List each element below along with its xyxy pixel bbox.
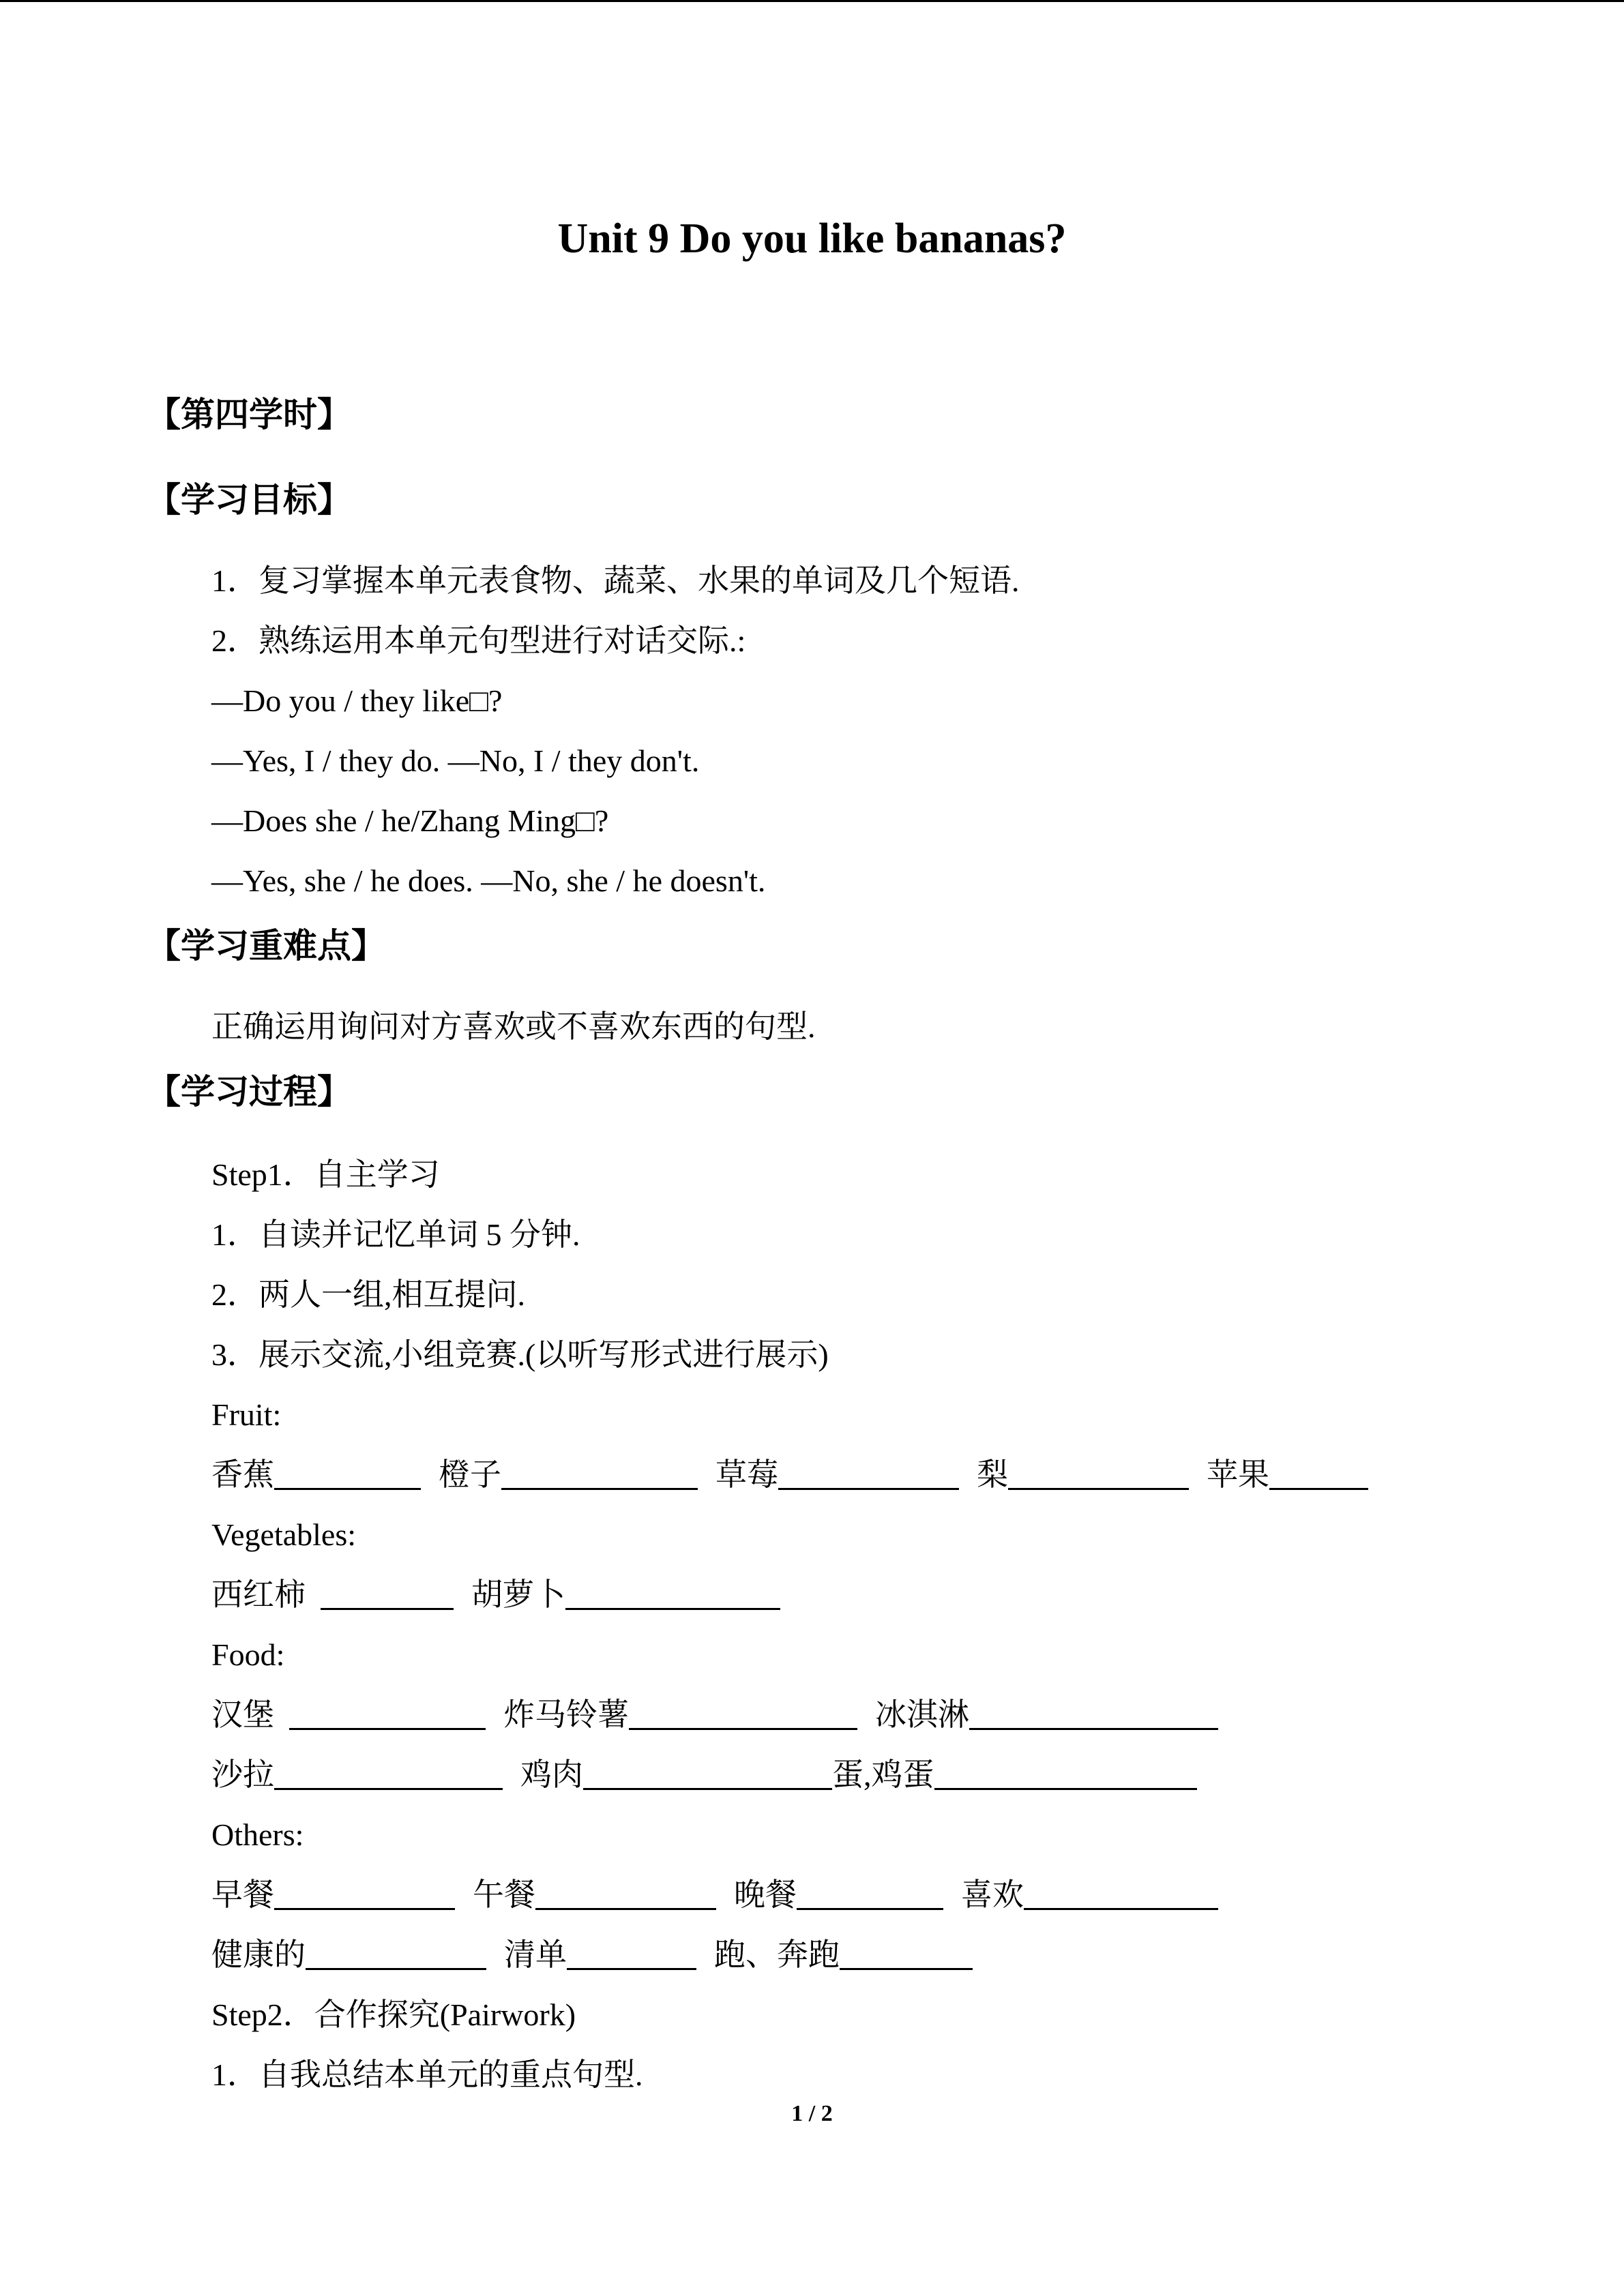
vocab-item: 跑、奔跑 <box>714 1935 973 1976</box>
vocab-item: 梨 <box>977 1455 1189 1495</box>
vocab-item: 香蕉 <box>211 1455 421 1495</box>
answer-blank[interactable] <box>306 1937 486 1970</box>
answer-blank[interactable] <box>565 1577 780 1610</box>
vocab-item: 清单 <box>504 1935 696 1976</box>
vocab-item: 冰淇淋 <box>875 1695 1218 1735</box>
step1-item-3: 3．展示交流,小组竞赛.(以听写形式进行展示) <box>211 1337 829 1372</box>
page-number: 1 / 2 <box>791 2101 833 2126</box>
answer-blank[interactable] <box>797 1877 943 1910</box>
section-goals: 【学习目标】 <box>147 480 351 520</box>
page-title: Unit 9 Do you like bananas? <box>557 215 1067 262</box>
fruit-label: Fruit: <box>211 1397 282 1432</box>
step2-heading: Step2．合作探究(Pairwork) <box>211 1997 576 2032</box>
answer-blank[interactable] <box>274 1877 455 1910</box>
section-key-points: 【学习重难点】 <box>147 926 385 966</box>
step2-item-1: 1．自我总结本单元的重点句型. <box>211 2057 643 2092</box>
answer-blank[interactable] <box>274 1457 421 1490</box>
dialog-line-3: —Does she / he/Zhang Ming□? <box>211 803 609 838</box>
answer-blank[interactable] <box>934 1757 1197 1790</box>
dialog-line-4: —Yes, she / he does. —No, she / he doesn't. <box>211 863 766 898</box>
answer-blank[interactable] <box>1024 1877 1218 1910</box>
vocab-item: 西红柿 <box>211 1575 454 1615</box>
vocab-item: 早餐 <box>211 1875 455 1915</box>
answer-blank[interactable] <box>274 1757 503 1790</box>
answer-blank[interactable] <box>1008 1457 1189 1490</box>
answer-blank[interactable] <box>583 1757 832 1790</box>
vocab-item: 胡萝卜 <box>471 1575 780 1615</box>
vegetables-label: Vegetables: <box>211 1517 357 1552</box>
step1-heading: Step1．自主学习 <box>211 1157 440 1192</box>
answer-blank[interactable] <box>629 1697 857 1730</box>
answer-blank[interactable] <box>289 1697 486 1730</box>
answer-blank[interactable] <box>501 1457 698 1490</box>
answer-blank[interactable] <box>1269 1457 1368 1490</box>
dialog-line-1: —Do you / they like□? <box>211 683 503 718</box>
section-period: 【第四学时】 <box>147 395 351 434</box>
answer-blank[interactable] <box>778 1457 959 1490</box>
answer-blank[interactable] <box>567 1937 696 1970</box>
vocab-item: 晚餐 <box>734 1875 943 1915</box>
others-row-2 <box>211 1935 973 1976</box>
dialog-line-2: —Yes, I / they do. —No, I / they don't. <box>211 743 700 778</box>
vocab-item: 汉堡 <box>211 1695 486 1735</box>
food-label: Food: <box>211 1637 285 1672</box>
goal-item-1: 1．复习掌握本单元表食物、蔬菜、水果的单词及几个短语. <box>211 563 1020 598</box>
vocab-item: 鸡肉 <box>520 1755 832 1795</box>
goal-item-2: 2．熟练运用本单元句型进行对话交际.: <box>211 623 746 658</box>
answer-blank[interactable] <box>840 1937 973 1970</box>
others-label: Others: <box>211 1817 304 1852</box>
answer-blank[interactable] <box>321 1577 454 1610</box>
key-points-text: 正确运用询问对方喜欢或不喜欢东西的句型. <box>211 1009 816 1044</box>
vocab-item: 蛋,鸡蛋 <box>832 1755 1197 1795</box>
fruit-row <box>211 1455 1368 1495</box>
vocab-item: 沙拉 <box>211 1755 503 1795</box>
vocab-item: 炸马铃薯 <box>503 1695 857 1735</box>
food-row-1 <box>211 1695 1218 1735</box>
vocab-item: 橙子 <box>439 1455 698 1495</box>
vocab-item: 午餐 <box>473 1875 716 1915</box>
step1-item-2: 2．两人一组,相互提问. <box>211 1277 525 1312</box>
vocab-item: 健康的 <box>211 1935 486 1976</box>
answer-blank[interactable] <box>969 1697 1218 1730</box>
vegetables-row <box>211 1575 780 1615</box>
others-row-1 <box>211 1875 1218 1915</box>
section-process: 【学习过程】 <box>147 1072 351 1112</box>
vocab-item: 苹果 <box>1207 1455 1368 1495</box>
food-row-2 <box>211 1755 1197 1795</box>
answer-blank[interactable] <box>535 1877 716 1910</box>
top-border <box>0 0 1624 2</box>
vocab-item: 草莓 <box>715 1455 959 1495</box>
vocab-item: 喜欢 <box>961 1875 1218 1915</box>
step1-item-1: 1．自读并记忆单词 5 分钟. <box>211 1217 580 1252</box>
